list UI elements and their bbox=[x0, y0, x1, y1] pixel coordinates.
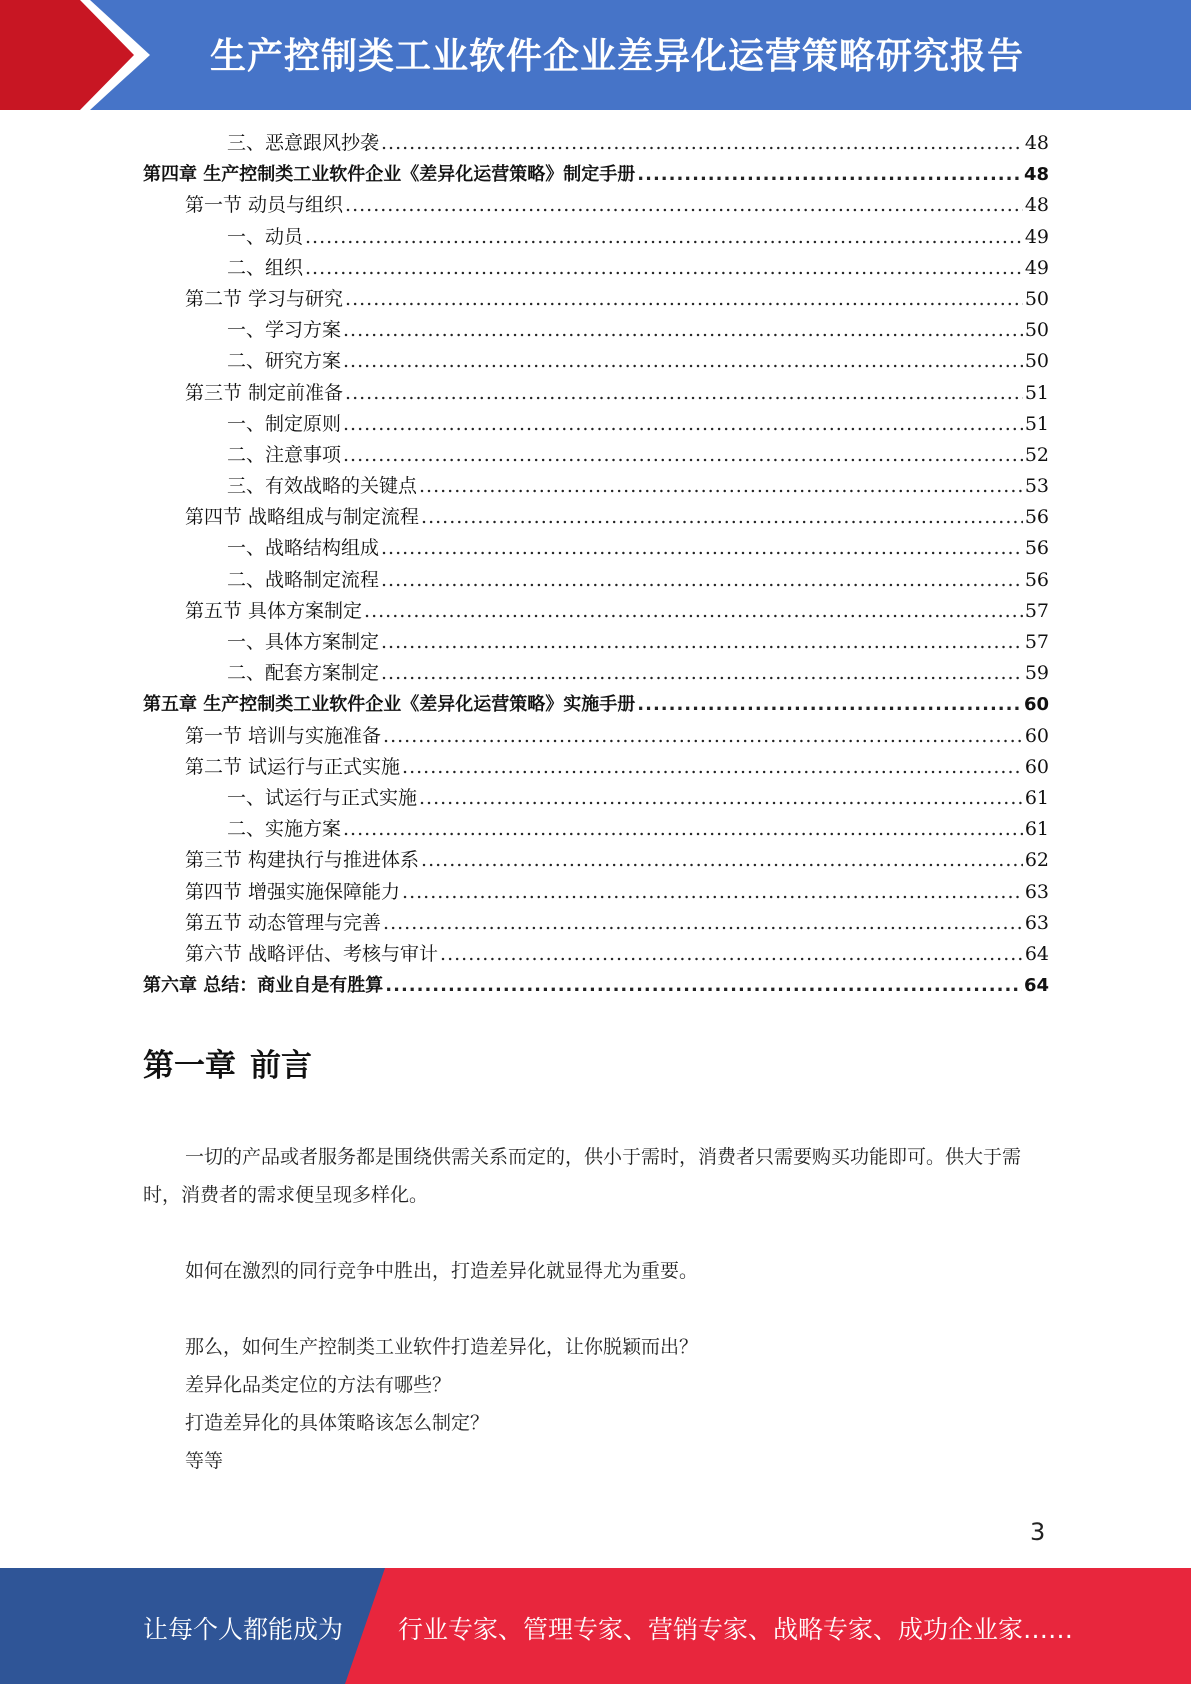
toc-entry-section[interactable] bbox=[143, 190, 1049, 221]
toc-entry-title: 第二节 试运行与正式实施 bbox=[185, 755, 401, 778]
toc-entry-page: 48 bbox=[1023, 164, 1049, 186]
toc-entry-item[interactable] bbox=[143, 565, 1049, 596]
toc-entry-page: 48 bbox=[1024, 132, 1049, 154]
toc-entry-item[interactable] bbox=[143, 783, 1049, 814]
toc-dot-leader bbox=[343, 409, 1023, 440]
question-line-1: 那么，如何生产控制类工业软件打造差异化，让你脱颖而出？ bbox=[185, 1336, 699, 1358]
toc-entry-page: 63 bbox=[1024, 911, 1049, 934]
toc-entry-title: 一、学习方案 bbox=[227, 319, 342, 342]
toc-dot-leader bbox=[343, 315, 1023, 346]
toc-entry-item[interactable] bbox=[143, 128, 1049, 159]
toc-entry-item[interactable] bbox=[143, 409, 1049, 440]
toc-entry-title: 第五章 生产控制类工业软件企业《差异化运营策略》实施手册 bbox=[143, 694, 636, 716]
toc-entry-page: 49 bbox=[1024, 225, 1049, 248]
footer-slogan-right: 行业专家、管理专家、营销专家、战略专家、成功企业家…… bbox=[398, 1615, 1074, 1644]
paragraph-1: 一切的产品或者服务都是围绕供需关系而定的，供小于需时，消费者只需要购买功能即可。供大于需时，消费者的需求便呈现多样化。 bbox=[143, 1146, 1022, 1206]
toc-entry-page: 56 bbox=[1024, 568, 1049, 591]
toc-entry-title: 三、恶意跟风抄袭 bbox=[227, 132, 380, 154]
toc-dot-leader bbox=[402, 877, 1023, 908]
toc-dot-leader bbox=[345, 190, 1023, 221]
toc-entry-page: 64 bbox=[1024, 942, 1049, 965]
toc-entry-title: 一、试运行与正式实施 bbox=[227, 786, 418, 809]
toc-entry-page: 57 bbox=[1024, 631, 1049, 653]
toc-entry-page: 61 bbox=[1024, 818, 1049, 841]
toc-entry-chapter[interactable] bbox=[143, 159, 1049, 190]
toc-entry-title: 第三节 构建执行与推进体系 bbox=[185, 849, 420, 872]
toc-entry-section[interactable] bbox=[143, 939, 1049, 970]
toc-dot-leader bbox=[385, 970, 1022, 1001]
toc-dot-leader bbox=[305, 253, 1023, 284]
page-number: 3 bbox=[1030, 1518, 1046, 1546]
toc-entry-title: 二、研究方案 bbox=[227, 350, 342, 373]
toc-entry-title: 二、战略制定流程 bbox=[227, 568, 380, 591]
toc-entry-item[interactable] bbox=[143, 814, 1049, 845]
toc-entry-page: 53 bbox=[1024, 475, 1049, 498]
toc-entry-title: 二、组织 bbox=[227, 256, 304, 279]
toc-entry-title: 三、有效战略的关键点 bbox=[227, 475, 418, 498]
toc-entry-page: 50 bbox=[1024, 350, 1049, 373]
toc-entry-section[interactable] bbox=[143, 908, 1049, 939]
toc-entry-page: 49 bbox=[1024, 256, 1049, 279]
toc-entry-page: 60 bbox=[1024, 724, 1049, 747]
toc-entry-section[interactable] bbox=[143, 845, 1049, 876]
toc-dot-leader bbox=[440, 939, 1023, 970]
toc-entry-title: 第五节 动态管理与完善 bbox=[185, 911, 382, 934]
toc-entry-title: 第一节 培训与实施准备 bbox=[185, 724, 382, 747]
question-line-3: 打造差异化的具体策略该怎么制定？ bbox=[185, 1412, 490, 1434]
question-line-2: 差异化品类定位的方法有哪些？ bbox=[185, 1374, 452, 1396]
toc-entry-page: 61 bbox=[1024, 786, 1049, 809]
toc-entry-section[interactable] bbox=[143, 721, 1049, 752]
toc-dot-leader bbox=[381, 128, 1023, 159]
toc-entry-page: 63 bbox=[1024, 880, 1049, 903]
toc-dot-leader bbox=[343, 346, 1023, 377]
toc-entry-item[interactable] bbox=[143, 471, 1049, 502]
toc-entry-title: 一、战略结构组成 bbox=[227, 537, 380, 560]
toc-entry-title: 第四章 生产控制类工业软件企业《差异化运营策略》制定手册 bbox=[143, 164, 636, 186]
toc-entry-page: 56 bbox=[1024, 506, 1049, 529]
toc-entry-title: 第一节 动员与组织 bbox=[185, 194, 344, 217]
toc-dot-leader bbox=[381, 565, 1023, 596]
toc-dot-leader bbox=[637, 159, 1022, 190]
paragraph-2: 如何在激烈的同行竞争中胜出，打造差异化就显得尤为重要。 bbox=[185, 1260, 699, 1282]
header-title: 生产控制类工业软件企业差异化运营策略研究报告 bbox=[210, 36, 1025, 77]
toc-dot-leader bbox=[419, 783, 1023, 814]
toc-entry-page: 50 bbox=[1024, 287, 1049, 310]
toc-dot-leader bbox=[421, 502, 1023, 533]
toc-entry-title: 第三节 制定前准备 bbox=[185, 381, 344, 404]
toc-dot-leader bbox=[381, 658, 1023, 689]
toc-entry-page: 60 bbox=[1024, 755, 1049, 778]
toc-entry-page: 59 bbox=[1024, 662, 1049, 685]
toc-entry-title: 第二节 学习与研究 bbox=[185, 287, 344, 310]
toc-dot-leader bbox=[343, 440, 1023, 471]
toc-entry-chapter[interactable] bbox=[143, 970, 1049, 1001]
toc-entry-title: 第五节 具体方案制定 bbox=[185, 599, 363, 622]
toc-entry-item[interactable] bbox=[143, 533, 1049, 564]
footer-slogan-left: 让每个人都能成为 bbox=[143, 1615, 344, 1644]
chapter-name: 前言 bbox=[250, 1048, 312, 1084]
toc-entry-section[interactable] bbox=[143, 502, 1049, 533]
toc-dot-leader bbox=[345, 284, 1023, 315]
toc-entry-chapter[interactable] bbox=[143, 689, 1049, 720]
toc-dot-leader bbox=[345, 378, 1023, 409]
toc-entry-section[interactable] bbox=[143, 877, 1049, 908]
toc-entry-item[interactable] bbox=[143, 627, 1049, 658]
toc-entry-section[interactable] bbox=[143, 284, 1049, 315]
toc-dot-leader bbox=[419, 471, 1023, 502]
toc-dot-leader bbox=[381, 533, 1023, 564]
toc-entry-page: 48 bbox=[1024, 194, 1049, 217]
toc-dot-leader bbox=[421, 845, 1023, 876]
toc-dot-leader bbox=[637, 689, 1022, 720]
toc-entry-title: 一、动员 bbox=[227, 225, 304, 248]
toc-entry-page: 60 bbox=[1023, 694, 1049, 716]
toc-entry-page: 62 bbox=[1024, 849, 1049, 872]
toc-entry-section[interactable] bbox=[143, 596, 1049, 627]
toc-entry-title: 二、配套方案制定 bbox=[227, 662, 380, 685]
toc-entry-page: 51 bbox=[1024, 412, 1049, 435]
toc-entry-title: 二、实施方案 bbox=[227, 818, 342, 841]
toc-entry-title: 一、制定原则 bbox=[227, 412, 342, 435]
toc-entry-item[interactable] bbox=[143, 440, 1049, 471]
toc-entry-page: 52 bbox=[1024, 443, 1049, 466]
toc-entry-page: 51 bbox=[1024, 381, 1049, 404]
question-line-4: 等等 bbox=[185, 1450, 224, 1472]
chapter-number: 第一章 bbox=[143, 1048, 236, 1084]
toc-entry-page: 56 bbox=[1024, 537, 1049, 560]
toc-entry-item[interactable] bbox=[143, 315, 1049, 346]
toc-entry-title: 第四节 战略组成与制定流程 bbox=[185, 506, 420, 529]
toc-entry-section[interactable] bbox=[143, 378, 1049, 409]
table-of-contents bbox=[143, 128, 1049, 1001]
toc-entry-title: 第六章 总结：商业自是有胜算 bbox=[143, 975, 384, 997]
toc-dot-leader bbox=[402, 752, 1023, 783]
header-chevron-shape bbox=[0, 0, 160, 110]
page-header bbox=[0, 0, 1191, 110]
toc-dot-leader bbox=[383, 908, 1023, 939]
toc-entry-item[interactable] bbox=[143, 253, 1049, 284]
toc-entry-title: 二、注意事项 bbox=[227, 443, 342, 466]
toc-entry-item[interactable] bbox=[143, 658, 1049, 689]
toc-entry-title: 第六节 战略评估、考核与审计 bbox=[185, 942, 439, 965]
toc-dot-leader bbox=[381, 627, 1023, 658]
toc-dot-leader bbox=[305, 222, 1023, 253]
toc-entry-title: 一、具体方案制定 bbox=[227, 631, 380, 653]
toc-entry-page: 50 bbox=[1024, 319, 1049, 342]
toc-entry-item[interactable] bbox=[143, 346, 1049, 377]
toc-dot-leader bbox=[383, 721, 1023, 752]
chapter-heading bbox=[143, 1040, 312, 1085]
toc-entry-section[interactable] bbox=[143, 752, 1049, 783]
toc-entry-title: 第四节 增强实施保障能力 bbox=[185, 880, 401, 903]
toc-entry-page: 57 bbox=[1024, 599, 1049, 622]
toc-dot-leader bbox=[343, 814, 1023, 845]
toc-entry-item[interactable] bbox=[143, 222, 1049, 253]
toc-dot-leader bbox=[364, 596, 1023, 627]
page-footer bbox=[0, 1568, 1191, 1684]
toc-entry-page: 64 bbox=[1023, 975, 1049, 997]
